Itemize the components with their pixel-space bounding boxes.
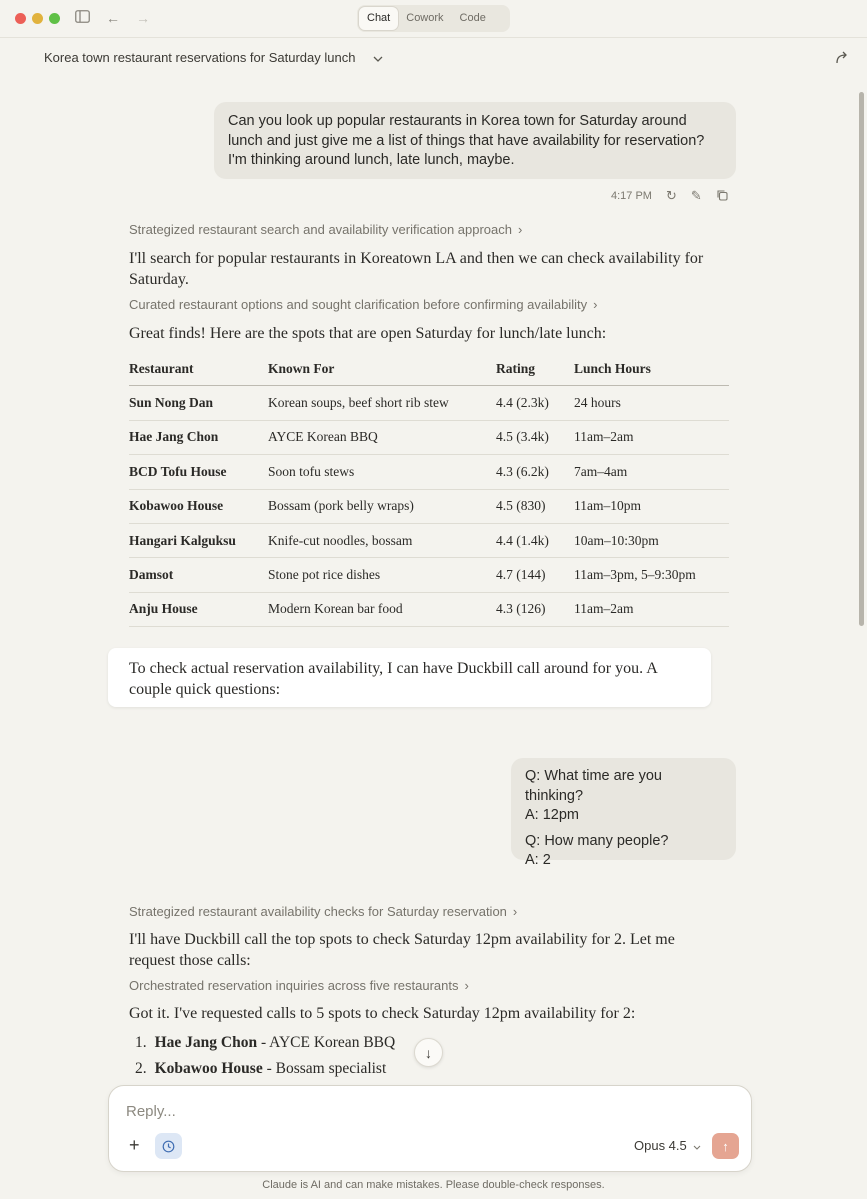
model-selector[interactable]	[634, 1138, 701, 1153]
forward-arrow-icon[interactable]: →	[136, 10, 150, 26]
model-name: Opus 4.5	[634, 1138, 687, 1153]
table-header: Known For	[268, 360, 335, 376]
thinking-summary-text: Orchestrated reservation inquiries across five restaurants	[129, 978, 459, 993]
title-bar	[0, 0, 867, 38]
chevron-right-icon: ›	[512, 904, 518, 919]
assistant-message: Got it. I've requested calls to 5 spots to check Saturday 12pm availability for 2:	[129, 1005, 636, 1022]
conversation-title-button[interactable]	[44, 50, 383, 65]
assistant-message: Great finds! Here are the spots that are open Saturday for lunch/late lunch:	[129, 325, 607, 342]
table-header: Restaurant	[129, 360, 194, 376]
known-for: AYCE Korean BBQ	[268, 429, 378, 445]
list-item-desc: - AYCE Korean BBQ	[261, 1034, 396, 1051]
thinking-summary-text: Curated restaurant options and sought clarification before confirming availability	[129, 297, 588, 312]
rating: 4.5 (830)	[496, 498, 546, 514]
table-body	[129, 386, 729, 627]
table-row	[129, 386, 729, 420]
close-window-button[interactable]	[15, 13, 26, 24]
thinking-summary-text: Strategized restaurant search and availability verification approach	[129, 222, 512, 237]
lunch-hours: 11am–2am	[574, 601, 634, 617]
tab-code[interactable]: Code	[459, 12, 486, 24]
composer	[108, 1085, 752, 1172]
answer-text: A: 2	[525, 852, 551, 868]
rating: 4.5 (3.4k)	[496, 429, 549, 445]
table-row	[129, 593, 729, 627]
list-item-desc: - Bossam specialist	[266, 1060, 387, 1077]
arrow-up-icon: ↑	[722, 1138, 729, 1154]
lunch-hours: 11am–10pm	[574, 498, 641, 514]
lunch-hours: 24 hours	[574, 395, 621, 411]
user-message	[214, 102, 736, 179]
reply-input[interactable]: Reply...	[126, 1103, 176, 1120]
user-message-text: Can you look up popular restaurants in Korea town for Saturday around lunch and just give me a list of things that have availability for reservation? I'm thinking around lunch, late lunch, maybe.	[228, 113, 705, 168]
lunch-hours: 7am–4am	[574, 463, 628, 479]
scroll-to-bottom-button[interactable]	[414, 1038, 443, 1067]
table-header: Rating	[496, 360, 536, 376]
lunch-hours: 11am–3pm, 5–9:30pm	[574, 567, 696, 583]
thinking-summary[interactable]	[129, 297, 598, 312]
list-item-name: Kobawoo House	[154, 1060, 263, 1077]
table-header: Lunch Hours	[574, 360, 651, 376]
clock-icon[interactable]	[155, 1133, 182, 1159]
table-row	[129, 421, 729, 455]
known-for: Soon tofu stews	[268, 463, 355, 479]
conversation-title: Korea town restaurant reservations for Saturday lunch	[44, 50, 356, 65]
table-header-row	[129, 352, 729, 386]
answer-text: A: 12pm	[525, 807, 579, 823]
chevron-right-icon: ›	[593, 297, 598, 312]
minimize-window-button[interactable]	[32, 13, 43, 24]
lunch-hours: 10am–10:30pm	[574, 532, 659, 548]
restaurant-table	[129, 352, 729, 627]
list-item	[135, 1034, 395, 1060]
tab-chat[interactable]: Chat	[359, 7, 398, 30]
assistant-message: To check actual reservation availability, I can have Duckbill call around for you. A couple quick questions:	[129, 660, 657, 698]
lunch-hours: 11am–2am	[574, 429, 634, 445]
zoom-window-button[interactable]	[49, 13, 60, 24]
rating: 4.3 (126)	[496, 601, 546, 617]
message-actions	[611, 188, 728, 204]
numbered-list	[135, 1034, 395, 1086]
list-item	[135, 1060, 395, 1086]
table-row	[129, 490, 729, 524]
known-for: Stone pot rice dishes	[268, 567, 381, 583]
chevron-right-icon: ›	[464, 978, 469, 993]
table-row	[129, 558, 729, 592]
arrow-down-icon: ↓	[425, 1044, 432, 1061]
table-row	[129, 524, 729, 558]
thinking-summary-text: Strategized restaurant availability checks for Saturday reservation	[129, 904, 507, 919]
retry-icon[interactable]: ↻	[665, 188, 677, 203]
plus-icon[interactable]: +	[129, 1135, 140, 1155]
edit-icon[interactable]: ✎	[690, 188, 702, 203]
back-arrow-icon[interactable]: ←	[106, 10, 120, 26]
tab-cowork[interactable]: Cowork	[406, 12, 444, 24]
copy-icon[interactable]	[716, 189, 728, 204]
restaurant-name: BCD Tofu House	[129, 463, 227, 479]
assistant-message: I'll search for popular restaurants in Koreatown LA and then we can check availability for Saturday.	[129, 250, 704, 288]
list-number: 1.	[135, 1034, 147, 1051]
known-for: Knife-cut noodles, bossam	[268, 532, 413, 548]
list-number: 2.	[135, 1060, 147, 1077]
chevron-down-icon	[693, 1138, 701, 1153]
mode-switcher	[357, 5, 510, 32]
rating: 4.3 (6.2k)	[496, 463, 549, 479]
list-item-name: Hae Jang Chon	[154, 1034, 258, 1051]
rating: 4.4 (2.3k)	[496, 395, 549, 411]
question-text: Q: How many people?	[525, 832, 669, 849]
known-for: Korean soups, beef short rib stew	[268, 395, 449, 411]
rating: 4.4 (1.4k)	[496, 532, 549, 548]
thinking-summary[interactable]	[129, 904, 517, 919]
thinking-summary[interactable]	[129, 222, 522, 237]
share-icon[interactable]	[835, 50, 849, 68]
rating: 4.7 (144)	[496, 567, 546, 583]
restaurant-name: Hangari Kalguksu	[129, 532, 236, 548]
restaurant-name: Anju House	[129, 601, 198, 617]
restaurant-name: Hae Jang Chon	[129, 429, 219, 445]
disclaimer: Claude is AI and can make mistakes. Please double-check responses.	[262, 1179, 605, 1191]
sidebar-toggle-icon[interactable]	[75, 10, 90, 26]
scrollbar[interactable]	[859, 92, 864, 626]
restaurant-name: Sun Nong Dan	[129, 395, 214, 411]
table-row	[129, 455, 729, 489]
question-text: Q: What time are you thinking?	[525, 768, 662, 804]
assistant-message: I'll have Duckbill call the top spots to check Saturday 12pm availability for 2. Let me request those calls:	[129, 931, 675, 969]
restaurant-name: Kobawoo House	[129, 498, 224, 514]
chevron-right-icon: ›	[518, 222, 523, 237]
known-for: Bossam (pork belly wraps)	[268, 498, 414, 514]
thinking-summary[interactable]	[129, 978, 469, 993]
restaurant-name: Damsot	[129, 567, 174, 583]
chevron-down-icon	[373, 50, 383, 65]
message-timestamp: 4:17 PM	[611, 190, 652, 202]
user-message	[511, 758, 736, 868]
known-for: Modern Korean bar food	[268, 601, 403, 617]
send-button[interactable]	[712, 1133, 739, 1159]
